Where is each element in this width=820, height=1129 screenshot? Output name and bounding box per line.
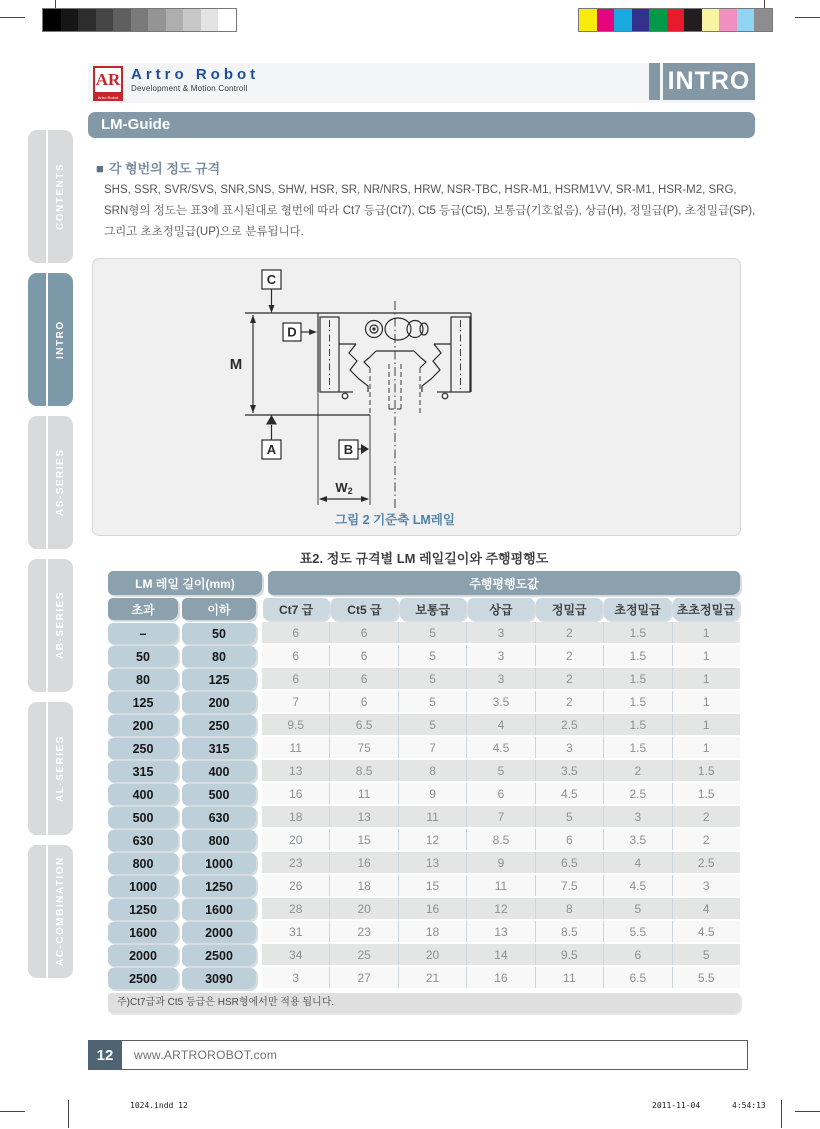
table-row	[108, 898, 740, 921]
table-cell: 5	[398, 622, 466, 643]
table-row	[108, 852, 740, 875]
table-cell: 2.5	[672, 852, 740, 873]
table-cell: 8	[398, 760, 466, 781]
table-row	[108, 967, 740, 990]
datum-label-b: B	[343, 442, 354, 457]
sidebar-tab-al-series[interactable]	[28, 702, 73, 835]
value-band	[262, 691, 740, 714]
table-row	[108, 760, 740, 783]
table-cell: 1250	[108, 899, 178, 920]
table-row	[108, 645, 740, 668]
table-cell: 4	[603, 852, 671, 873]
table-cell: 80	[182, 646, 256, 667]
value-band	[262, 622, 740, 645]
table-cell: 3	[535, 737, 603, 758]
table-cell: 1.5	[603, 714, 671, 735]
column-header: 초정밀급	[604, 598, 670, 620]
table-cell: 1.5	[603, 668, 671, 689]
table-cell: 315	[182, 738, 256, 759]
table-cell: 9.5	[287, 717, 305, 732]
table-cell: 7	[292, 694, 300, 709]
table-cell: 11	[329, 783, 397, 804]
column-header: Ct5 급	[331, 598, 397, 620]
table-cell: 1250	[182, 876, 256, 897]
calibration-swatch	[148, 9, 166, 31]
table-row	[108, 944, 740, 967]
table-cell: 12	[466, 898, 534, 919]
table-column-header-row	[108, 598, 740, 620]
table-cell: 20	[398, 944, 466, 965]
table-row	[108, 783, 740, 806]
tab-accent-strip	[28, 130, 48, 263]
table-cell: 2	[535, 645, 603, 666]
calibration-swatch	[684, 9, 702, 31]
value-band	[262, 783, 740, 806]
table-cell: 6.5	[603, 967, 671, 988]
table-cell: 2	[603, 760, 671, 781]
table-cell: 2500	[182, 945, 256, 966]
table-cell: 6	[329, 622, 397, 643]
calibration-swatch	[78, 9, 96, 31]
tab-accent-strip	[28, 559, 48, 692]
print-slug-date: 2011-11-04	[652, 1101, 701, 1110]
column-header: 정밀급	[536, 598, 602, 620]
table-cell: 5	[398, 691, 466, 712]
table-cell: 3.5	[603, 829, 671, 850]
table-cell: 5	[603, 898, 671, 919]
table-cell: 800	[182, 830, 256, 851]
calibration-swatch	[719, 9, 737, 31]
page-title-bar	[88, 112, 755, 138]
value-band	[262, 944, 740, 967]
table-cell: 400	[182, 761, 256, 782]
logo	[93, 66, 259, 101]
value-column-headers	[262, 598, 740, 620]
calibration-swatch	[737, 9, 755, 31]
table-cell: 6	[329, 668, 397, 689]
table-cell: 2	[535, 668, 603, 689]
table-cell: 7	[398, 737, 466, 758]
table-cell: 1.5	[603, 622, 671, 643]
page-title: LM-Guide	[101, 116, 171, 133]
table-group-header-row	[108, 571, 740, 595]
table-cell: 13	[289, 763, 303, 778]
table-cell: 3	[672, 875, 740, 896]
table-cell: 11	[398, 806, 466, 827]
value-band	[262, 668, 740, 691]
table-cell: 4.5	[535, 783, 603, 804]
tab-accent-strip	[28, 702, 48, 835]
crop-mark	[0, 17, 25, 18]
table-cell: 1.5	[603, 645, 671, 666]
table-cell: 6	[292, 625, 300, 640]
table-row	[108, 737, 740, 760]
datum-label-a: A	[266, 442, 277, 457]
table-cell: 16	[466, 967, 534, 988]
calibration-swatch	[183, 9, 201, 31]
sidebar-tab-ac-combination[interactable]	[28, 845, 73, 978]
table-cell: 3	[603, 806, 671, 827]
table-cell: 21	[398, 967, 466, 988]
table-cell: 1600	[182, 899, 256, 920]
value-band	[262, 760, 740, 783]
table-cell: 2.5	[535, 714, 603, 735]
crop-mark	[795, 1111, 820, 1112]
calibration-swatch	[113, 9, 131, 31]
table-row	[108, 806, 740, 829]
table-row	[108, 668, 740, 691]
value-band	[262, 875, 740, 898]
table-cell: 8.5	[329, 760, 397, 781]
value-band	[262, 645, 740, 668]
table-cell: 6	[535, 829, 603, 850]
table-title: 표2. 정도 규격별 LM 레일길이와 주행평행도	[299, 551, 549, 566]
table-cell: 1000	[182, 853, 256, 874]
table-cell: 16	[398, 898, 466, 919]
table-cell: 6.5	[329, 714, 397, 735]
table-cell: 3	[292, 970, 300, 985]
table-cell: 1.5	[672, 760, 740, 781]
table-cell: 400	[108, 784, 178, 805]
table-cell: 5	[535, 806, 603, 827]
header-strip	[88, 63, 755, 103]
table-cell: 3.5	[535, 760, 603, 781]
tab-label: AL-SERIES	[55, 735, 66, 802]
column-header: 이하	[182, 598, 256, 620]
table-cell: 9	[466, 852, 534, 873]
table-cell: 4.5	[603, 875, 671, 896]
table-cell: 20	[289, 832, 303, 847]
datum-label-d: D	[287, 324, 297, 340]
value-band	[262, 737, 740, 760]
table-cell: 1	[672, 737, 740, 758]
logo-text	[131, 66, 259, 93]
square-bullet-icon: ■	[96, 161, 104, 176]
table-cell: 15	[398, 875, 466, 896]
tab-accent-strip	[28, 273, 48, 406]
website-box	[122, 1040, 748, 1070]
sidebar-tab-intro[interactable]	[28, 273, 73, 406]
print-slug-filename: 1024.indd 12	[130, 1101, 188, 1110]
calibration-swatch	[218, 9, 236, 31]
table-cell: 4	[466, 714, 534, 735]
website-url: www.ARTROROBOT.com	[134, 1048, 278, 1062]
table-cell: 28	[289, 901, 303, 916]
table-cell: 1	[672, 668, 740, 689]
column-header: 보통급	[400, 598, 466, 620]
section-badge-accent	[649, 63, 660, 100]
table-cell: 315	[108, 761, 178, 782]
table-cell: 1600	[108, 922, 178, 943]
table-cell: 4.5	[672, 921, 740, 942]
table-cell: 6	[329, 645, 397, 666]
color-bar	[578, 8, 773, 32]
grayscale-bar	[42, 8, 237, 32]
table-cell: 3090	[182, 968, 256, 989]
table-cell: 11	[466, 875, 534, 896]
table-body	[108, 622, 740, 990]
table-row	[108, 714, 740, 737]
table-cell: 630	[108, 830, 178, 851]
logo-ar-subtext: Artro Robot	[93, 94, 123, 101]
table-cell: 1	[672, 691, 740, 712]
table-cell: 2	[672, 829, 740, 850]
table-cell: 200	[108, 715, 178, 736]
logo-ar-icon: AR	[93, 66, 123, 94]
table-cell: 31	[289, 924, 303, 939]
calibration-swatch	[61, 9, 79, 31]
table-cell: 6	[466, 783, 534, 804]
table-cell: 4	[672, 898, 740, 919]
table-cell: 3	[466, 622, 534, 643]
table-cell: 6	[329, 691, 397, 712]
value-band	[262, 714, 740, 737]
value-band	[262, 852, 740, 875]
sidebar-tab-as-series[interactable]	[28, 416, 73, 549]
group-header-length: LM 레일 길이(mm)	[108, 571, 262, 595]
table-cell: 50	[182, 623, 256, 644]
sidebar-tab-ab-series[interactable]	[28, 559, 73, 692]
table-cell: 2000	[182, 922, 256, 943]
calibration-swatch	[614, 9, 632, 31]
table-cell: 6	[603, 944, 671, 965]
column-header: 상급	[468, 598, 534, 620]
dimension-label-m: M	[229, 356, 243, 373]
table-cell: –	[108, 623, 178, 644]
table-cell: 6	[292, 648, 300, 663]
table-cell: 5	[466, 760, 534, 781]
table-cell: 1.5	[603, 737, 671, 758]
table-cell: 9	[398, 783, 466, 804]
table-cell: 500	[182, 784, 256, 805]
table-cell: 6	[292, 671, 300, 686]
table-cell: 5.5	[672, 967, 740, 988]
sidebar	[28, 130, 73, 988]
table-note: 주)Ct7급과 Ct5 등급은 HSR형에서만 적용 됩니다.	[108, 993, 740, 1013]
value-band	[262, 921, 740, 944]
page-number: 12	[88, 1040, 122, 1070]
table-cell: 1000	[108, 876, 178, 897]
table-row	[108, 875, 740, 898]
table-cell: 27	[329, 967, 397, 988]
table-row	[108, 829, 740, 852]
crop-mark	[0, 1111, 25, 1112]
tab-label: AB-SERIES	[55, 591, 66, 660]
table-cell: 5	[672, 944, 740, 965]
tab-label: AC-COMBINATION	[55, 856, 66, 967]
table-row	[108, 691, 740, 714]
table-cell: 8.5	[466, 829, 534, 850]
table-cell: 7.5	[535, 875, 603, 896]
calibration-swatch	[702, 9, 720, 31]
table-cell: 4.5	[466, 737, 534, 758]
table-cell: 3.5	[466, 691, 534, 712]
table-cell: 11	[289, 740, 302, 755]
table-cell: 6.5	[535, 852, 603, 873]
column-header: 초과	[108, 598, 178, 620]
table-cell: 2500	[108, 968, 178, 989]
table-cell: 5	[398, 645, 466, 666]
column-header: Ct7 급	[263, 598, 329, 620]
table-cell: 200	[182, 692, 256, 713]
table-cell: 630	[182, 807, 256, 828]
table-cell: 16	[289, 786, 303, 801]
table-cell: 125	[108, 692, 178, 713]
table-cell: 250	[108, 738, 178, 759]
table-cell: 14	[466, 944, 534, 965]
body-paragraph: SHS, SSR, SVR/SVS, SNR,SNS, SHW, HSR, SR, NR/NRS, HRW, NSR-TBC, HSR-M1, HSRM1VV, SR-M1, HSR-M2, SRG, SRN형의 정도는 표3에 표시된대로 형번에 따라 Ct7 등급(Ct7), Ct5 등급(Ct5), 보통급(기호없음), 상급(H), 정밀급(P), 초정밀급(SP), 그리고 초초정밀급(UP)으로 분류됩니다.	[104, 184, 756, 238]
table-cell: 500	[108, 807, 178, 828]
table-cell: 13	[398, 852, 466, 873]
tab-label: INTRO	[55, 320, 66, 359]
crop-mark	[795, 17, 820, 18]
table-cell: 11	[535, 967, 603, 988]
table-cell: 1.5	[603, 691, 671, 712]
table-row	[108, 622, 740, 645]
calibration-swatch	[96, 9, 114, 31]
table-cell: 50	[108, 646, 178, 667]
crop-mark	[781, 1100, 782, 1128]
tab-label: AS-SERIES	[55, 448, 66, 517]
table-cell: 8	[535, 898, 603, 919]
sidebar-tab-contents[interactable]	[28, 130, 73, 263]
calibration-swatch	[43, 9, 61, 31]
table-cell: 20	[329, 898, 397, 919]
table-cell: 5	[398, 668, 466, 689]
tab-accent-strip	[28, 416, 48, 549]
table-cell: 1.5	[672, 783, 740, 804]
table-cell: 18	[289, 809, 303, 824]
calibration-swatch	[131, 9, 149, 31]
logo-tagline: Development & Motion Controll	[131, 84, 248, 93]
table-cell: 125	[182, 669, 256, 690]
table-cell: 5.5	[603, 921, 671, 942]
table-cell: 7	[466, 806, 534, 827]
calibration-swatch	[632, 9, 650, 31]
section-heading	[96, 158, 220, 177]
calibration-swatch	[667, 9, 685, 31]
table-cell: 13	[466, 921, 534, 942]
table-row	[108, 921, 740, 944]
figure-caption: 그림 2 기준축 LM레일	[335, 513, 455, 527]
table-cell: 9.5	[535, 944, 603, 965]
section-badge: INTRO	[663, 63, 755, 100]
table-cell: 250	[182, 715, 256, 736]
figure-panel	[92, 258, 741, 536]
table-cell: 8.5	[535, 921, 603, 942]
section-heading-text: 각 형번의 정도 규격	[108, 161, 221, 176]
calibration-swatch	[166, 9, 184, 31]
logo-name: Artro Robot	[131, 66, 260, 83]
value-band	[262, 806, 740, 829]
dimension-label-w2: W2	[335, 480, 353, 496]
table-cell: 18	[329, 875, 397, 896]
table-cell: 16	[329, 852, 397, 873]
table-cell: 3	[466, 668, 534, 689]
table-cell: 80	[108, 669, 178, 690]
table-cell: 15	[329, 829, 397, 850]
table-cell: 3	[466, 645, 534, 666]
value-band	[262, 829, 740, 852]
table-cell: 5	[398, 714, 466, 735]
table-cell: 13	[329, 806, 397, 827]
logo-mark	[93, 66, 123, 101]
table-cell: 1	[672, 622, 740, 643]
tab-accent-strip	[28, 845, 48, 978]
column-header: 초초정밀급	[673, 598, 739, 620]
table-cell: 800	[108, 853, 178, 874]
table-cell: 18	[398, 921, 466, 942]
table-cell: 2	[535, 691, 603, 712]
value-band	[262, 898, 740, 921]
calibration-swatch	[579, 9, 597, 31]
table-cell: 75	[329, 737, 397, 758]
value-band	[262, 967, 740, 990]
table-cell: 34	[289, 947, 303, 962]
precision-table	[108, 571, 740, 1013]
calibration-swatch	[597, 9, 615, 31]
table-cell: 12	[398, 829, 466, 850]
lm-rail-diagram	[93, 259, 742, 535]
table-cell: 2	[672, 806, 740, 827]
table-cell: 2000	[108, 945, 178, 966]
table-cell: 23	[289, 855, 303, 870]
table-cell: 25	[329, 944, 397, 965]
footer	[88, 1040, 748, 1070]
tab-label: CONTENTS	[55, 163, 66, 230]
table-cell: 2.5	[603, 783, 671, 804]
table-cell: 1	[672, 645, 740, 666]
table-cell: 23	[329, 921, 397, 942]
group-header-parallelism: 주행평행도값	[268, 571, 740, 595]
datum-label-c: C	[266, 272, 277, 287]
crop-mark	[68, 1100, 69, 1128]
table-cell: 1	[672, 714, 740, 735]
calibration-swatch	[649, 9, 667, 31]
calibration-swatch	[754, 9, 772, 31]
calibration-swatch	[201, 9, 219, 31]
print-slug-time: 4:54:13	[732, 1101, 766, 1110]
table-cell: 2	[535, 622, 603, 643]
table-cell: 26	[289, 878, 303, 893]
